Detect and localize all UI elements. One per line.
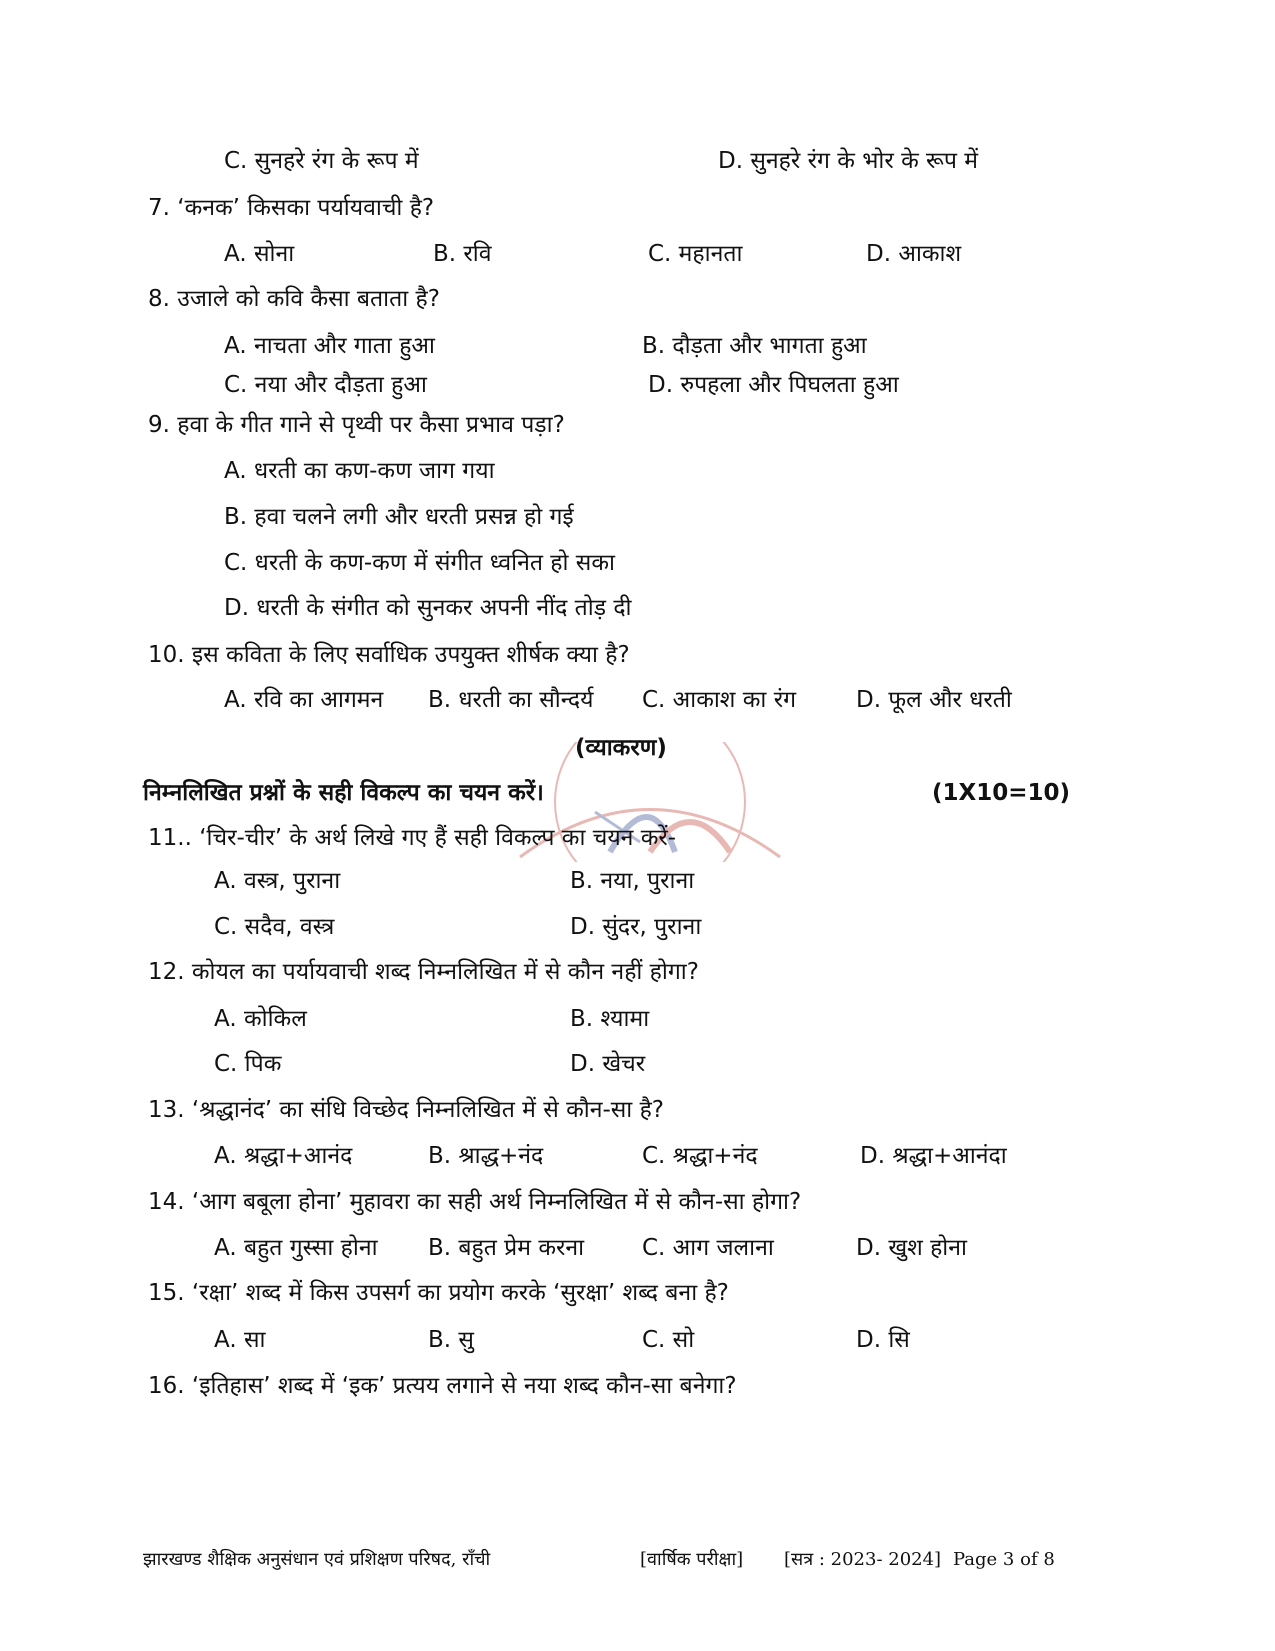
q8-option-b: B. दौड़ता और भागता हुआ (642, 333, 867, 359)
section-marks: (1X10=10) (932, 780, 1071, 806)
footer-page-number: Page 3 of 8 (953, 1549, 1055, 1570)
q8-option-d: D. रुपहला और पिघलता हुआ (648, 372, 899, 398)
q9-option-d: D. धरती के संगीत को सुनकर अपनी नींद तोड़ दी (224, 595, 632, 621)
q7-option-d: D. आकाश (866, 241, 962, 267)
footer-session: [सत्र : 2023- 2024] (784, 1549, 942, 1570)
footer-exam-type: [वार्षिक परीक्षा] (640, 1549, 744, 1570)
question-9: 9. हवा के गीत गाने से पृथ्वी पर कैसा प्रभाव पड़ा? (148, 412, 565, 438)
option-c: C. सुनहरे रंग के रूप में (224, 148, 419, 174)
q13-option-a: A. श्रद्धा+आनंद (214, 1143, 353, 1169)
q12-option-d: D. खेचर (570, 1051, 646, 1077)
q11-option-b: B. नया, पुराना (570, 868, 695, 894)
q11-option-d: D. सुंदर, पुराना (570, 914, 702, 940)
q7-option-b: B. रवि (433, 241, 492, 267)
q11-option-c: C. सदैव, वस्त्र (214, 914, 335, 940)
question-13: 13. ‘श्रद्धानंद’ का संधि विच्छेद निम्नलिखित में से कौन-सा है? (148, 1097, 664, 1123)
q15-option-c: C. सो (642, 1327, 695, 1353)
q13-option-c: C. श्रद्धा+नंद (642, 1143, 758, 1169)
q13-option-d: D. श्रद्धा+आनंदा (860, 1143, 1007, 1169)
option-d: D. सुनहरे रंग के भोर के रूप में (718, 148, 979, 174)
q15-option-d: D. सि (856, 1327, 910, 1353)
q7-option-c: C. महानता (648, 241, 743, 267)
q10-option-c: C. आकाश का रंग (642, 687, 797, 713)
question-12: 12. कोयल का पर्यायवाची शब्द निम्नलिखित में से कौन नहीं होगा? (148, 959, 699, 985)
q8-option-a: A. नाचता और गाता हुआ (224, 333, 435, 359)
section-title: (व्याकरण) (575, 735, 667, 761)
q15-option-b: B. सु (428, 1327, 474, 1353)
q14-option-c: C. आग जलाना (642, 1235, 774, 1261)
q12-option-b: B. श्यामा (570, 1006, 650, 1032)
q14-option-b: B. बहुत प्रेम करना (428, 1235, 585, 1261)
q15-option-a: A. सा (214, 1327, 266, 1353)
question-15: 15. ‘रक्षा’ शब्द में किस उपसर्ग का प्रयोग करके ‘सुरक्षा’ शब्द बना है? (148, 1280, 729, 1306)
question-11: 11.. ‘चिर-चीर’ के अर्थ लिखे गए हैं सही विकल्प का चयन करें- (148, 825, 677, 851)
q12-option-c: C. पिक (214, 1051, 282, 1077)
q10-option-d: D. फूल और धरती (856, 687, 1012, 713)
q8-option-c: C. नया और दौड़ता हुआ (224, 372, 427, 398)
q10-option-b: B. धरती का सौन्दर्य (428, 687, 594, 713)
question-16: 16. ‘इतिहास’ शब्द में ‘इक’ प्रत्यय लगाने से नया शब्द कौन-सा बनेगा? (148, 1373, 737, 1399)
q14-option-a: A. बहुत गुस्सा होना (214, 1235, 378, 1261)
q9-option-b: B. हवा चलने लगी और धरती प्रसन्न हो गई (224, 504, 574, 530)
q10-option-a: A. रवि का आगमन (224, 687, 384, 713)
q9-option-c: C. धरती के कण-कण में संगीत ध्वनित हो सका (224, 550, 615, 576)
q13-option-b: B. श्राद्ध+नंद (428, 1143, 544, 1169)
footer-organization: झारखण्ड शैक्षिक अनुसंधान एवं प्रशिक्षण परिषद, राँची (143, 1549, 491, 1570)
q9-option-a: A. धरती का कण-कण जाग गया (224, 458, 495, 484)
q11-option-a: A. वस्त्र, पुराना (214, 868, 341, 894)
section-instruction: निम्नलिखित प्रश्नों के सही विकल्प का चयन करें। (143, 780, 544, 806)
question-7: 7. ‘कनक’ किसका पर्यायवाची है? (148, 195, 435, 221)
q14-option-d: D. खुश होना (856, 1235, 967, 1261)
question-8: 8. उजाले को कवि कैसा बताता है? (148, 286, 440, 312)
question-14: 14. ‘आग बबूला होना’ मुहावरा का सही अर्थ निम्नलिखित में से कौन-सा होगा? (148, 1189, 802, 1215)
question-10: 10. इस कविता के लिए सर्वाधिक उपयुक्त शीर्षक क्या है? (148, 642, 630, 668)
q7-option-a: A. सोना (224, 241, 295, 267)
q12-option-a: A. कोकिल (214, 1006, 307, 1032)
